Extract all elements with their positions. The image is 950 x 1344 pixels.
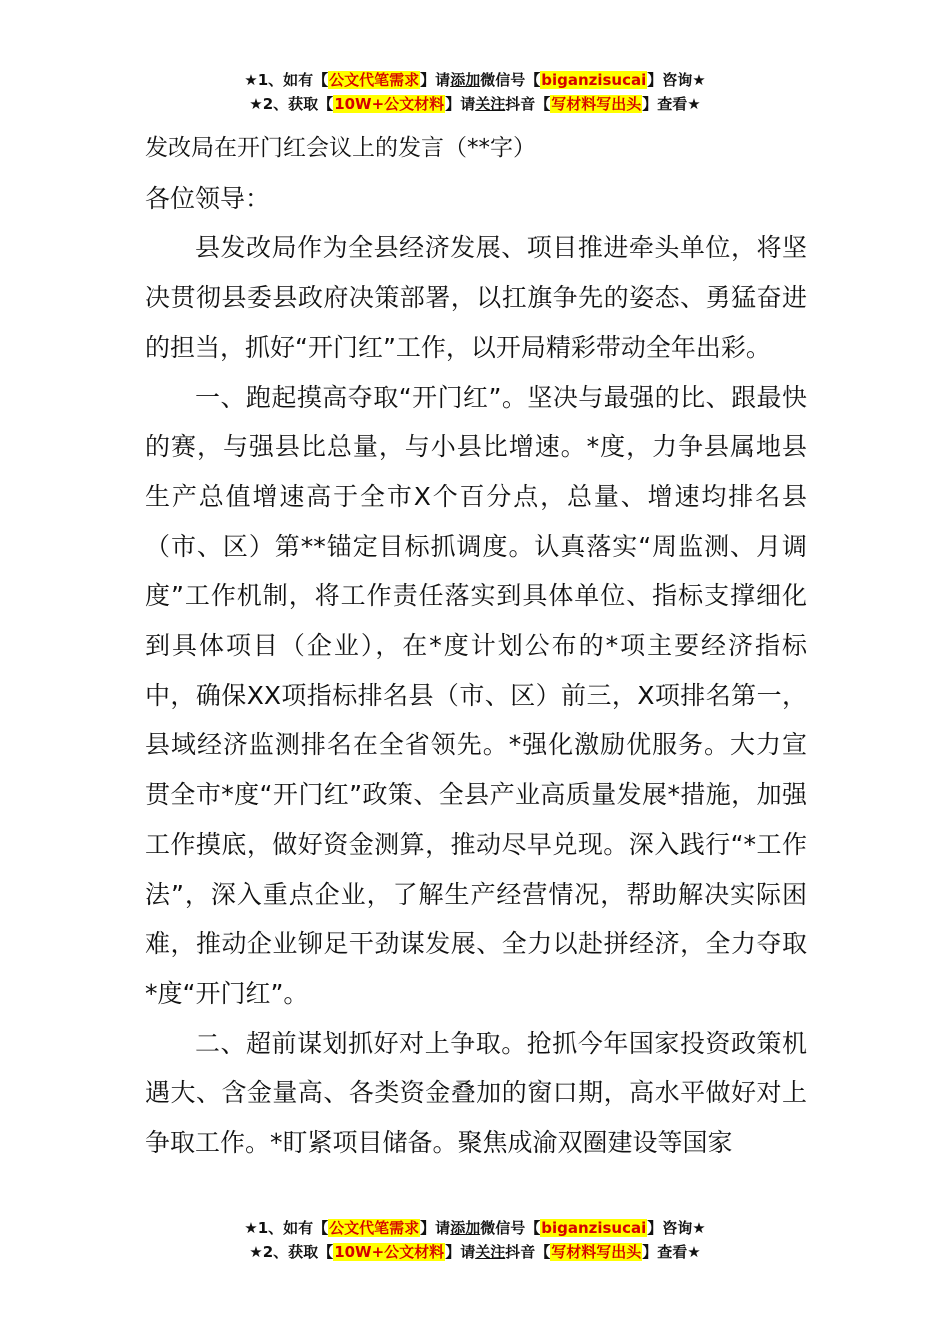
promo-text: 】请 — [420, 1219, 451, 1237]
promo-text: 】咨询★ — [647, 71, 706, 89]
promo-highlight: 公文代笔需求 — [329, 71, 420, 89]
promo-text: 】请 — [445, 1243, 476, 1261]
promo-text: ★1、如有【 — [244, 1219, 329, 1237]
promo-highlight-douyin-id: 写材料写出头 — [551, 1243, 642, 1261]
promo-highlight: 10W+公文材料 — [334, 95, 445, 113]
promo-text: ★2、获取【 — [249, 95, 334, 113]
promo-text: 抖音【 — [505, 1243, 551, 1261]
paragraph-intro: 县发改局作为全县经济发展、项目推进牵头单位，将坚决贯彻县委县政府决策部署，以扛旗争先的姿态、勇猛奋进的担当，抓好“开门红”工作，以开局精彩带动全年出彩。 — [145, 233, 807, 362]
promo-line-1 — [0, 1216, 950, 1240]
promo-text: 】查看★ — [642, 95, 701, 113]
promo-banner-top — [0, 68, 950, 116]
promo-line-2 — [0, 1240, 950, 1264]
paragraph-section-1: 一、跑起摸高夺取“开门红”。坚决与最强的比、跟最快的赛，与强县比总量，与小县比增速。*度，力争县属地县生产总值增速高于全市X个百分点，总量、增速均排名县（市、区）第**锚定目标抓调度。认真落实“周监测、月调度”工作机制，将工作责任落实到具体单位、指标支撑细化到具体项目（企业），在*度计划公布的*项主要经济指标中，确保XX项指标排名县（市、区）前三，X项排名第一，县域经济监测排名在全省领先。*强化激励优服务。大力宣贯全市*度“开门红”政策、全县产业高质量发展*措施，加强工作摸底，做好资金测算，推动尽早兑现。深入践行“*工作法”，深入重点企业，了解生产经营情况，帮助解决实际困难，推动企业铆足干劲谋发展、全力以赴拼经济，全力夺取*度“开门红”。 — [145, 382, 807, 1008]
promo-highlight-wechat-id: biganzisucai — [541, 1219, 647, 1237]
promo-text: 】请 — [420, 71, 451, 89]
promo-text: 微信号【 — [480, 71, 541, 89]
promo-underlined-text: 关注 — [475, 95, 506, 113]
promo-text: ★2、获取【 — [249, 1243, 334, 1261]
promo-highlight-wechat-id: biganzisucai — [541, 71, 647, 89]
promo-line-1 — [0, 68, 950, 92]
promo-underlined-text: 添加 — [450, 71, 481, 89]
promo-underlined-text: 添加 — [450, 1219, 481, 1237]
promo-highlight-douyin-id: 写材料写出头 — [551, 95, 642, 113]
promo-highlight: 10W+公文材料 — [334, 1243, 445, 1261]
promo-text: 】请 — [445, 95, 476, 113]
promo-highlight: 公文代笔需求 — [329, 1219, 420, 1237]
promo-text: 抖音【 — [505, 95, 551, 113]
promo-text: ★1、如有【 — [244, 71, 329, 89]
promo-text: 】查看★ — [642, 1243, 701, 1261]
document-body — [145, 124, 807, 1168]
salutation: 各位领导： — [145, 183, 271, 213]
promo-text: 】咨询★ — [647, 1219, 706, 1237]
document-title: 发改局在开门红会议上的发言（**字） — [145, 135, 536, 161]
promo-text: 微信号【 — [480, 1219, 541, 1237]
promo-underlined-text: 关注 — [475, 1243, 506, 1261]
promo-line-2 — [0, 92, 950, 116]
promo-banner-bottom — [0, 1216, 950, 1264]
paragraph-section-2: 二、超前谋划抓好对上争取。抢抓今年国家投资政策机遇大、含金量高、各类资金叠加的窗口期，高水平做好对上争取工作。*盯紧项目储备。聚焦成渝双圈建设等国家 — [145, 1028, 807, 1158]
